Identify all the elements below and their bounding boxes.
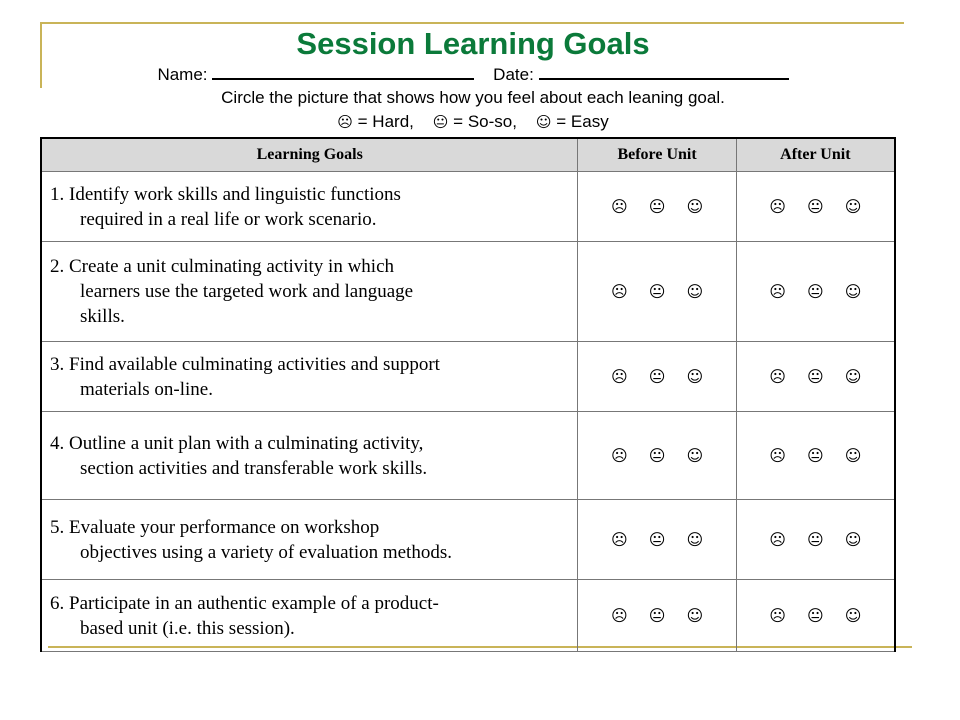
after-unit-faces[interactable]: ☹ 😐 ☺ [736, 342, 895, 412]
easy-face-icon: ☺ [535, 113, 552, 131]
goal-cell [41, 500, 578, 580]
before-unit-faces[interactable]: ☹ 😐 ☺ [578, 172, 736, 242]
goal-cell [41, 342, 578, 412]
goal-text-line: objectives using a variety of evaluation methods. [80, 541, 452, 563]
before-unit-faces[interactable]: ☹ 😐 ☺ [578, 342, 736, 412]
name-label: Name: [157, 65, 208, 84]
soso-face-icon: 😐 [432, 113, 449, 131]
learning-goals-table [40, 137, 896, 652]
easy-label: = Easy [556, 112, 609, 131]
table-row [41, 580, 895, 652]
after-unit-faces[interactable]: ☹ 😐 ☺ [736, 412, 895, 500]
header-after-unit: After Unit [736, 138, 895, 172]
table-row [41, 242, 895, 342]
hard-face-icon: ☹ [337, 113, 353, 131]
name-field[interactable] [212, 64, 474, 80]
goal-text-line: 5. Evaluate your performance on workshop [50, 516, 380, 538]
goal-cell [41, 580, 578, 652]
goal-text-line: 1. Identify work skills and linguistic functions [50, 183, 401, 205]
date-field[interactable] [539, 64, 789, 80]
table-header-row [41, 138, 895, 172]
goal-text-line: 2. Create a unit culminating activity in which [50, 256, 395, 277]
after-unit-faces[interactable]: ☹ 😐 ☺ [736, 580, 895, 652]
after-unit-faces[interactable]: ☹ 😐 ☺ [736, 500, 895, 580]
goal-cell [41, 242, 578, 342]
goal-text-line: materials on-line. [80, 378, 213, 400]
goal-text-line: section activities and transferable work skills. [80, 457, 428, 479]
name-date-line [0, 64, 946, 85]
soso-label: = So-so, [453, 112, 517, 131]
table-row [41, 500, 895, 580]
instructions-text: Circle the picture that shows how you feel about each leaning goal. [221, 88, 725, 107]
goal-cell [41, 172, 578, 242]
goal-text-line: 6. Participate in an authentic example of a product- [50, 592, 439, 614]
header-before-unit: Before Unit [578, 138, 736, 172]
after-unit-faces[interactable]: ☹ 😐 ☺ [736, 172, 895, 242]
decorative-top-rule [40, 22, 904, 24]
table-row [41, 412, 895, 500]
date-label: Date: [493, 65, 534, 84]
after-unit-faces[interactable]: ☹ 😐 ☺ [736, 242, 895, 342]
table-row [41, 172, 895, 242]
goal-cell [41, 412, 578, 500]
before-unit-faces[interactable]: ☹ 😐 ☺ [578, 500, 736, 580]
table-row [41, 342, 895, 412]
goal-text-line: skills. [80, 306, 125, 327]
goal-text-line: 4. Outline a unit plan with a culminating activity, [50, 432, 424, 454]
hard-label: = Hard, [357, 112, 414, 131]
goal-text-line: 3. Find available culminating activities and support [50, 353, 440, 375]
legend [0, 112, 946, 132]
page-title: Session Learning Goals [296, 26, 650, 61]
before-unit-faces[interactable]: ☹ 😐 ☺ [578, 412, 736, 500]
before-unit-faces[interactable]: ☹ 😐 ☺ [578, 580, 736, 652]
header-learning-goals: Learning Goals [41, 138, 578, 172]
before-unit-faces[interactable]: ☹ 😐 ☺ [578, 242, 736, 342]
goal-text-line: required in a real life or work scenario. [80, 208, 377, 230]
goal-text-line: based unit (i.e. this session). [80, 617, 295, 639]
goal-text-line: learners use the targeted work and language [80, 281, 414, 302]
